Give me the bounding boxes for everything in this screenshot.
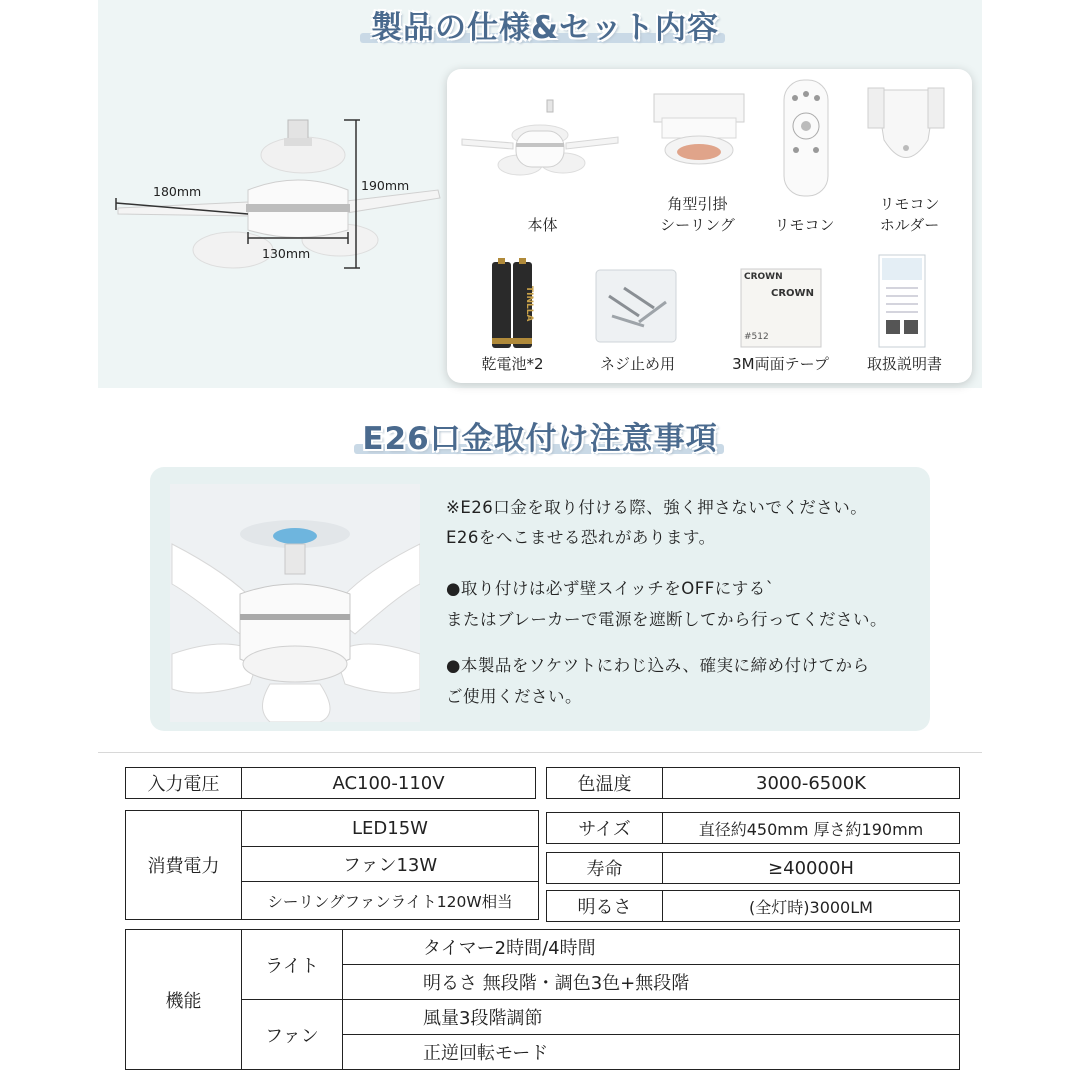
item-label-ceiling-adapter: 角型引掛 シーリング (660, 195, 735, 234)
socket-neck (284, 138, 312, 146)
spec-table-color-temp (546, 767, 960, 799)
spec-label-power: 消費電力 (126, 811, 242, 920)
item-label-remote: リモコン (774, 216, 835, 234)
remote-control-icon (782, 78, 830, 198)
height-dimension-label: 190mm (361, 178, 410, 193)
note-line-2: E26をへこませる恐れがあります。 (446, 528, 716, 547)
item-label-body: 本体 (527, 216, 558, 234)
spec-value-fan-reverse: 正逆回転モード (343, 1035, 960, 1070)
manual-icon (878, 254, 926, 348)
tape-print-brand: CROWN (744, 272, 783, 282)
spec-value-brightness: (全灯時)3000LM (663, 891, 960, 922)
spec-value-fan-speed: 風量3段階調節 (343, 1000, 960, 1035)
ceiling-adapter-icon (652, 92, 747, 172)
spec-value-color-temp: 3000-6500K (663, 768, 960, 799)
item-label-manual: 取扱説明書 (866, 355, 942, 373)
note-line-1: ※E26口金を取り付ける際、強く押さないでください。 (446, 498, 868, 517)
spec-label-light: ライト (242, 930, 343, 1000)
socket-shape (288, 120, 308, 140)
tape-print-number: #512 (744, 332, 769, 342)
section-divider (98, 752, 982, 753)
spec-value-voltage: AC100-110V (242, 768, 536, 799)
note-line-5: ●本製品をソケツトにわじ込み、確実に締め付けてから (446, 656, 870, 675)
blade-shape (338, 190, 440, 214)
width-dimension-label: 180mm (153, 184, 202, 199)
spec-label-brightness: 明るさ (547, 891, 663, 922)
spec-label-voltage: 入力電圧 (126, 768, 242, 799)
spec-table-functions (125, 929, 960, 1070)
item-label-tape: 3M両面テープ (732, 355, 829, 373)
spec-table-voltage (125, 767, 536, 799)
spec-label-size: サイズ (547, 813, 663, 844)
item-label-remote-holder: リモコン ホルダー (879, 195, 940, 234)
tape-print-brand-center: CROWN (771, 288, 814, 299)
spec-value-power-led: LED15W (242, 811, 539, 847)
item-label-screws: ネジ止め用 (599, 355, 675, 373)
spec-value-light-timer: タイマー2時間/4時間 (343, 930, 960, 965)
section-title-install-notes: E26口金取付け注意事項 (362, 421, 718, 457)
spec-table-brightness (546, 890, 960, 922)
screws-icon (594, 266, 679, 346)
item-label-battery: 乾電池*2 (481, 355, 544, 373)
spec-value-size: 直径約450mm 厚さ約190mm (663, 813, 960, 844)
section-title-spec: 製品の仕様&セット内容 (370, 10, 720, 46)
fan-ring-shape (246, 204, 350, 212)
remote-holder-icon (866, 80, 946, 178)
spec-value-power-fan: ファン13W (242, 846, 539, 882)
note-line-4: またはブレーカーで電源を遮断してから行ってください。 (446, 610, 888, 629)
spec-table-size (546, 812, 960, 844)
spec-value-light-dimming: 明るさ 無段階・調色3色+無段階 (343, 965, 960, 1000)
spec-table-life (546, 852, 960, 884)
spec-value-life: ≥40000H (663, 853, 960, 884)
fan-light-icon (458, 95, 623, 190)
spec-label-color-temp: 色温度 (547, 768, 663, 799)
spec-value-power-equivalent: シーリングファンライト120W相当 (242, 882, 539, 920)
spec-label-functions: 機能 (126, 930, 242, 1070)
note-line-3: ●取り付けは必ず壁スイッチをOFFにする` (446, 579, 775, 598)
note-line-6: ご使用ください。 (446, 687, 582, 706)
spec-table-power (125, 810, 539, 920)
spec-label-life: 寿命 (547, 853, 663, 884)
base-dimension-label: 130mm (262, 246, 311, 261)
spec-label-fan: ファン (242, 1000, 343, 1070)
install-photo (170, 484, 420, 722)
battery-brand-text: TINLLA (524, 286, 534, 322)
